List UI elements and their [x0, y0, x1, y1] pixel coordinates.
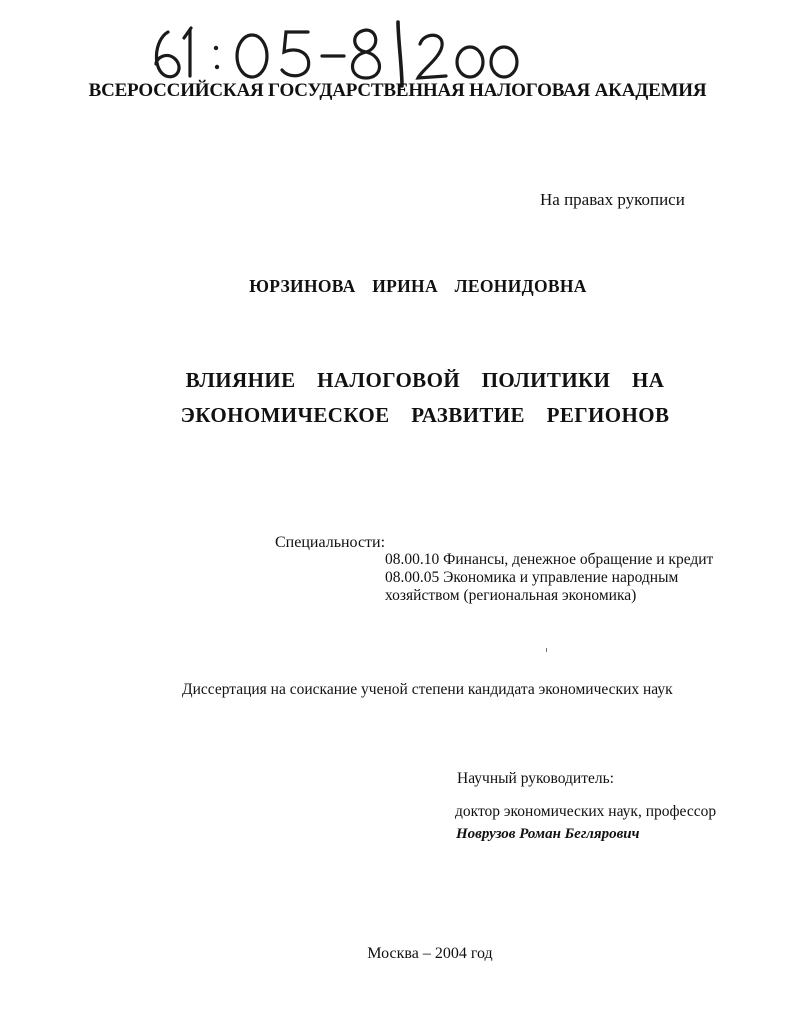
- thesis-title-line-1: ВЛИЯНИЕ НАЛОГОВОЙ ПОЛИТИКИ НА: [185, 368, 665, 392]
- author-name: ЮРЗИНОВА ИРИНА ЛЕОНИДОВНА: [249, 276, 587, 296]
- handwritten-archive-number: [140, 18, 530, 88]
- dissertation-statement: Диссертация на соискание ученой степени кандидата экономических наук: [182, 681, 673, 698]
- supervisor-degree: доктор экономических наук, профессор: [455, 803, 717, 820]
- supervisor-name: Новрузов Роман Беглярович: [456, 826, 640, 842]
- supervisor-label: Научный руководитель:: [457, 770, 614, 787]
- city-year: Москва – 2004 год: [367, 945, 493, 962]
- scan-speck: [546, 648, 547, 652]
- specialty-line: 08.00.05 Экономика и управление народным: [385, 569, 679, 586]
- specialty-line: 08.00.10 Финансы, денежное обращение и кредит: [385, 551, 714, 568]
- manuscript-rights-note: На правах рукописи: [540, 190, 685, 209]
- thesis-title-line-2: ЭКОНОМИЧЕСКОЕ РАЗВИТИЕ РЕГИОНОВ: [180, 403, 670, 427]
- specialties-label: Специальности:: [275, 534, 386, 551]
- handwritten-archive-number-graphic: [140, 18, 530, 88]
- academy-name: ВСЕРОССИЙСКАЯ ГОСУДАРСТВЕННАЯ НАЛОГОВАЯ АКАДЕМИЯ: [88, 80, 707, 101]
- specialty-line: хозяйством (региональная экономика): [385, 587, 637, 604]
